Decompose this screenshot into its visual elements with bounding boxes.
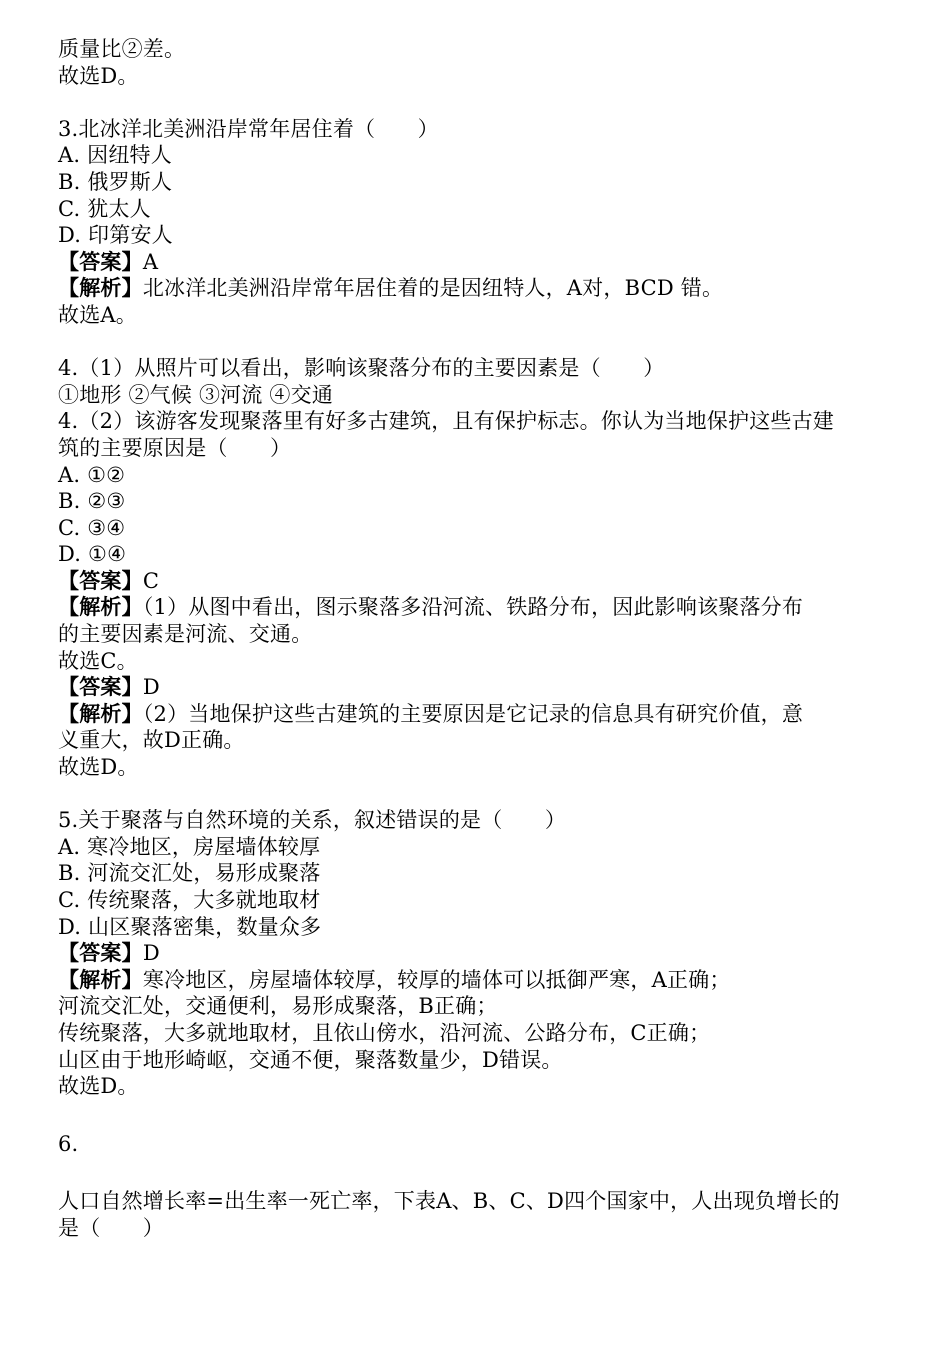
question-stem: 3.北冰洋北美洲沿岸常年居住着（ ） bbox=[58, 116, 439, 141]
answer-value: C bbox=[142, 568, 160, 593]
conclusion: 故选D。 bbox=[58, 1074, 139, 1099]
option-a: A. ①② bbox=[58, 462, 126, 487]
question-stem: 5.关于聚落与自然环境的关系，叙述错误的是（ ） bbox=[58, 808, 567, 833]
question-4 bbox=[58, 355, 908, 781]
option-c: C. 传统聚落，大多就地取材 bbox=[58, 888, 321, 912]
analysis-text: 义重大，故D正确。 bbox=[58, 728, 245, 753]
option-d: D. 印第安人 bbox=[58, 223, 173, 248]
analysis-tag: 【解析】 bbox=[58, 700, 143, 726]
analysis-text: （2）当地保护这些古建筑的主要原因是它记录的信息具有研究价值，意 bbox=[142, 701, 804, 726]
question-stem: 是（ ） bbox=[58, 1215, 164, 1240]
text-line: 故选D。 bbox=[58, 63, 139, 88]
option-b: B. ②③ bbox=[58, 489, 126, 514]
option-c: C. 犹太人 bbox=[58, 196, 151, 221]
answer-tag: 【答案】 bbox=[58, 674, 143, 700]
analysis-line bbox=[58, 594, 908, 621]
analysis-tag: 【解析】 bbox=[58, 594, 143, 620]
option-b: B. 河流交汇处，易形成聚落 bbox=[58, 861, 321, 886]
option-d: D. ①④ bbox=[58, 542, 127, 567]
document-page bbox=[58, 36, 908, 1242]
text-line: 质量比②差。 bbox=[58, 37, 186, 61]
analysis-text: 的主要因素是河流、交通。 bbox=[58, 622, 313, 647]
analysis-tag: 【解析】 bbox=[58, 966, 143, 992]
answer-line bbox=[58, 568, 908, 595]
analysis-text: 北冰洋北美洲沿岸常年居住着的是因纽特人，A对，BCD 错。 bbox=[142, 276, 724, 301]
answer-value: D bbox=[142, 941, 160, 966]
option-d: D. 山区聚落密集，数量众多 bbox=[58, 914, 322, 939]
analysis-line bbox=[58, 967, 908, 994]
conclusion: 故选C。 bbox=[58, 648, 138, 673]
option-b: B. 俄罗斯人 bbox=[58, 169, 173, 194]
question-3 bbox=[58, 116, 908, 329]
analysis-line bbox=[58, 275, 908, 302]
question-5 bbox=[58, 807, 908, 1100]
analysis-text: 河流交汇处，交通便利，易形成聚落，B正确； bbox=[58, 994, 498, 1019]
analysis-text: 传统聚落，大多就地取材，且依山傍水，沿河流、公路分布，C正确； bbox=[58, 1020, 711, 1045]
answer-tag: 【答案】 bbox=[58, 940, 143, 966]
question-number: 6. bbox=[58, 1131, 79, 1156]
answer-value: A bbox=[142, 249, 159, 274]
answer-value: D bbox=[142, 675, 160, 700]
analysis-text: 寒冷地区，房屋墙体较厚，较厚的墙体可以抵御严寒，A正确； bbox=[142, 967, 731, 992]
conclusion: 故选D。 bbox=[58, 755, 139, 780]
question-stem: 筑的主要原因是（ ） bbox=[58, 435, 292, 460]
answer-tag: 【答案】 bbox=[58, 567, 143, 593]
question-stem: 4.（2）该游客发现聚落里有好多古建筑，且有保护标志。你认为当地保护这些古建 bbox=[58, 409, 834, 434]
question-6 bbox=[58, 1131, 908, 1242]
answer-line bbox=[58, 940, 908, 967]
analysis-line bbox=[58, 701, 908, 728]
question-stem: 人口自然增长率=出生率一死亡率，下表A、B、C、D四个国家中，人出现负增长的 bbox=[58, 1189, 840, 1214]
factor-list: ①地形 ②气候 ③河流 ④交通 bbox=[58, 382, 334, 407]
answer-line bbox=[58, 249, 908, 276]
question-stem: 4.（1）从照片可以看出，影响该聚落分布的主要因素是（ ） bbox=[58, 356, 665, 381]
answer-line bbox=[58, 674, 908, 701]
analysis-text: 山区由于地形崎岖，交通不便，聚落数量少，D错误。 bbox=[58, 1047, 563, 1072]
answer-tag: 【答案】 bbox=[58, 248, 143, 274]
option-c: C. ③④ bbox=[58, 515, 126, 540]
conclusion: 故选A。 bbox=[58, 302, 137, 327]
option-a: A. 寒冷地区，房屋墙体较厚 bbox=[58, 834, 321, 859]
option-a: A. 因纽特人 bbox=[58, 143, 172, 168]
analysis-text: （1）从图中看出，图示聚落多沿河流、铁路分布，因此影响该聚落分布 bbox=[142, 595, 804, 620]
analysis-tag: 【解析】 bbox=[58, 275, 143, 301]
